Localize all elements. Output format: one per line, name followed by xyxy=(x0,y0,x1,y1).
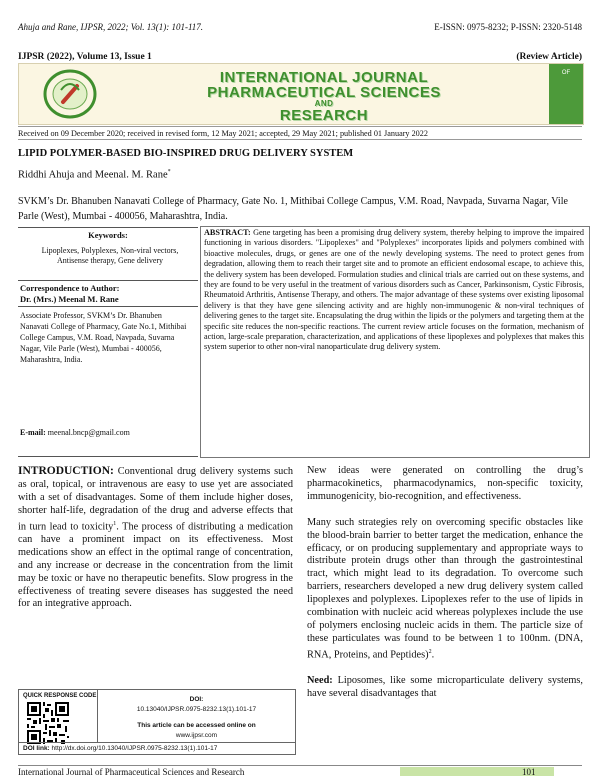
email-address[interactable]: meenal.bncp@gmail.com xyxy=(47,428,130,437)
strip-text: OF xyxy=(561,70,571,76)
qr-divider xyxy=(97,690,98,742)
divider xyxy=(18,280,198,281)
need-text: Liposomes, like some microparticulate delivery systems, have several disadvantages that xyxy=(307,675,583,700)
banner-side-strip xyxy=(549,64,583,124)
intro-label: INTRODUCTION: xyxy=(18,465,114,477)
email-label: E-mail: xyxy=(20,428,46,437)
article-type: (Review Article) xyxy=(516,52,582,62)
correspondence-label: Correspondence to Author: xyxy=(20,283,120,293)
paragraph: New ideas were generated on controlling the drug’s pharmacokinetics, pharmacodynamics, non-specific toxicity, immunogenicity, bio-recognition, and effectiveness. xyxy=(307,465,583,502)
doi-link-url[interactable]: http://dx.doi.org/10.13040/IJPSR.0975-8232.13(1).101-17 xyxy=(51,745,218,752)
qr-code-icon[interactable] xyxy=(27,702,69,744)
access-text: This article can be accessed online on xyxy=(137,722,256,729)
issn: E-ISSN: 0975-8232; P-ISSN: 2320-5148 xyxy=(434,22,582,32)
ref-1[interactable]: 1 xyxy=(113,520,117,527)
correspondence-address: Associate Professor, SVKM’s Dr. Bhanuben Nanavati College of Pharmacy, Gate No.1, Mithibai College Campus, V.M. Road, Navpada, Suvarna Nagar, Vile Parle (West), Mumbai - 400056, Maharashtra, India. xyxy=(20,311,187,364)
footer-journal: International Journal of Pharmaceutical Sciences and Research xyxy=(18,767,245,777)
banner-line3: AND xyxy=(314,99,334,108)
keywords-heading: Keywords: xyxy=(88,230,128,240)
intro-paragraph xyxy=(18,465,293,611)
doi-heading: DOI: xyxy=(189,696,204,703)
doi-link-label: DOI link: xyxy=(23,745,50,752)
received-dates: Received on 09 December 2020; received in revised form, 12 May 2021; accepted, 29 May 2021; published 01 January 2022 xyxy=(18,126,582,140)
running-citation: Ahuja and Rane, IJPSR, 2022; Vol. 13(1): 101-117. xyxy=(18,22,204,32)
paragraph xyxy=(307,675,583,701)
qr-info-box xyxy=(18,689,296,755)
access-url[interactable]: www.ijpsr.com xyxy=(175,732,218,739)
right-column xyxy=(307,465,583,714)
qr-label: QUICK RESPONSE CODE xyxy=(23,693,97,699)
journal-title xyxy=(159,70,489,123)
volume-issue: IJPSR (2022), Volume 13, Issue 1 xyxy=(18,52,152,62)
paragraph-text: Many such strategies rely on overcoming specific obstacles like the blood-brain barrier to better target the medication, enhance the efficacy, or on producing supplementary and appropriate ways to distribute protein drugs other than through the gastrointestinal tract, which might lead to its degradation. To overcome such barriers, researchers developed a new drug delivery system called lipoplexes and polyplexes. Lipoplexes refer to the use of lipids in combination with nucleic acid whereas polyplexes include the use of polymers enclosing nucleic acids in them. The particle size of these particulates was found to be between 1 to 100nm. (DNA, RNA, Proteins, and Peptides) xyxy=(307,516,583,661)
divider xyxy=(19,742,295,743)
intro-text-2: . The process of distributing a medication can have a prominent impact on its effectiveness. Most medications show an effect in the optimal range of concentration, and any increase or decrease in the concentration from the limit may be toxic or have no therapeutic benefits. Slow progress in the effectiveness of treating severe diseases has suggested the need for an integrative approach. xyxy=(18,521,293,610)
paragraph xyxy=(307,517,583,662)
email xyxy=(20,428,130,437)
banner-line2: PHARMACEUTICAL SCIENCES xyxy=(207,84,441,101)
corresponding-mark: * xyxy=(167,169,171,175)
author-names: Riddhi Ahuja and Meenal. M. Rane xyxy=(18,169,168,181)
divider xyxy=(18,227,198,228)
authors xyxy=(18,169,171,181)
doi-link xyxy=(23,745,217,752)
page-number: 101 xyxy=(522,767,536,777)
article-title: LIPID POLYMER-BASED BIO-INSPIRED DRUG DELIVERY SYSTEM xyxy=(18,148,354,159)
banner-line1: INTERNATIONAL JOURNAL xyxy=(219,69,429,86)
paragraph-end: . xyxy=(431,649,435,661)
ref-2[interactable]: 2 xyxy=(428,648,432,655)
keywords-text: Lipoplexes, Polyplexes, Non-viral vectors, Antisense therapy, Gene delivery xyxy=(41,246,179,265)
doi-value: 10.13040/IJPSR.0975-8232.13(1).101-17 xyxy=(136,706,257,713)
need-label: Need: xyxy=(307,675,333,687)
journal-logo xyxy=(43,68,97,120)
intro-column xyxy=(18,465,293,624)
banner-line4: RESEARCH xyxy=(279,107,369,124)
intro-text: Conventional drug delivery systems such as oral, topical, or intravenous are easy to use yet are associated with a set of disadvantages. Some of them include higher doses, shorter half-life, degradation of the drug and adverse effects that in turn lead to toxicity xyxy=(18,466,294,533)
divider xyxy=(18,306,198,307)
affiliation: SVKM’s Dr. Bhanuben Nanavati College of Pharmacy, Gate No. 1, Mithibai College Campus, V.M. Road, Navpada, Suvarna Nagar, Vile Parle (West), Mumbai - 400056, Maharashtra, India. xyxy=(18,196,568,222)
abstract-label: ABSTRACT: xyxy=(204,228,251,237)
abstract xyxy=(204,228,584,454)
footer-rule xyxy=(18,765,582,766)
divider xyxy=(18,456,198,457)
journal-banner xyxy=(18,63,584,125)
correspondence-name: Dr. (Mrs.) Meenal M. Rane xyxy=(20,294,119,304)
abstract-text: Gene targeting has been a promising drug delivery system, thereby helping to improve the impaired functioning in various disorders. "Lipoplexes" and "Polyplexes" incorporates lipids and polymers combined with bioactive molecules, drugs, or genes are one of the newly developing systems. The need to protect genes from degradation, allowing them to reach their target site and to promote an efficient endosomal escape, to achieve this, the delivery system has been developed. Formulation studies and clinical trials are carried out on these systems, and they are found to be very useful in the treatment of various disorders such as Cancer, Parkinsonism, Cystic Fibrosis, Rheumatoid Arthritis, Antisense Therapy, and others. The major advantage of these systems over existing liposomal delivery is that they have gene silencing activity and are highly non-immunogenic & non-viral techniques of delivering genes to the target site. Encapsulating the drug within the lipids or the polymers and targeting them at the specific site reduces the non-specific reactions. The current review article focuses on the formation, mechanism of action, large-scale preparation, characterization, and applications of these lipoplexes and polyplexes that makes this system superior to other non-viral nanoparticulate drug delivery system. xyxy=(204,228,584,352)
correspondence-heading xyxy=(20,283,119,305)
